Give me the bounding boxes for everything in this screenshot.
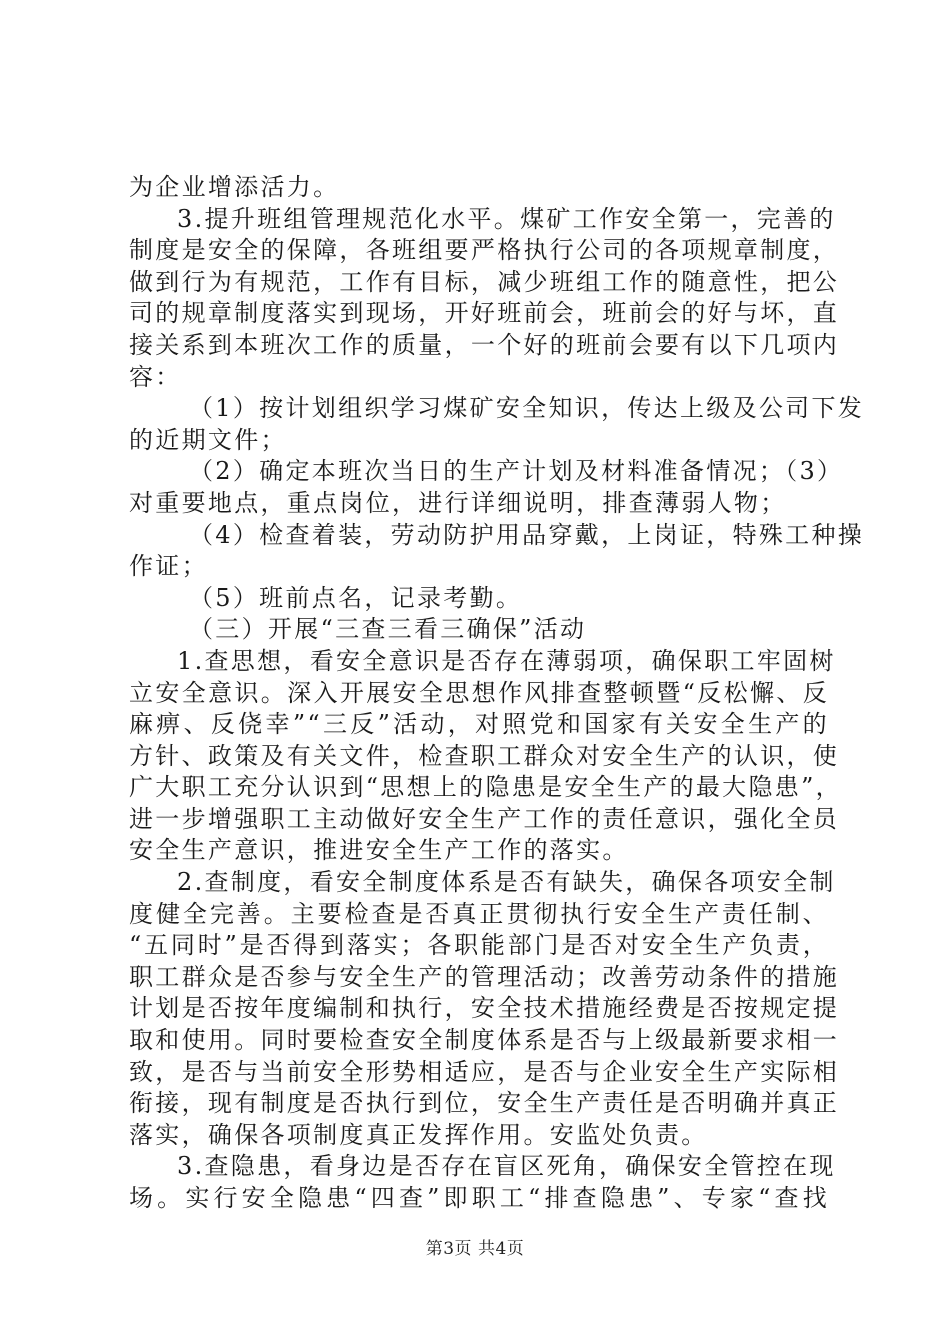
text-line: 衔接，现有制度是否执行到位，安全生产责任是否明确并真正 [129, 1089, 840, 1118]
text-line: （三）开展“三查三看三确保”活动 [189, 615, 587, 644]
text-line: 方针、政策及有关文件，检查职工群众对安全生产的认识，使 [129, 741, 840, 770]
text-line: 落实，确保各项制度真正发挥作用。安监处负责。 [129, 1120, 708, 1149]
text-line: 对重要地点，重点岗位，进行详细说明，排查薄弱人物； [129, 488, 787, 517]
text-line: 度健全完善。主要检查是否真正贯彻执行安全生产责任制、 [129, 899, 829, 928]
text-line: 进一步增强职工主动做好安全生产工作的责任意识，强化全员 [129, 804, 840, 833]
text-line: 容： [129, 362, 182, 391]
text-line: “五同时”是否得到落实；各职能部门是否对安全生产负责， [129, 931, 829, 960]
text-line: （2）确定本班次当日的生产计划及材料准备情况；（3） [189, 457, 844, 486]
document-body [129, 172, 865, 1215]
text-line: 为企业增添活力。 [129, 173, 340, 201]
text-line: 接关系到本班次工作的质量，一个好的班前会要有以下几项内 [129, 330, 840, 359]
text-line: 取和使用。同时要检查安全制度体系是否与上级最新要求相一 [129, 1026, 840, 1055]
text-line: 麻痹、反侥幸”“三反”活动，对照党和国家有关安全生产的 [129, 710, 829, 739]
text-line: （4）检查着装，劳动防护用品穿戴，上岗证，特殊工种操 [189, 520, 865, 549]
text-line: 致，是否与当前安全形势相适应，是否与企业安全生产实际相 [129, 1057, 840, 1086]
text-line: 职工群众是否参与安全生产的管理活动；改善劳动条件的措施 [129, 962, 840, 991]
text-line: 的近期文件； [129, 425, 287, 454]
text-line: 安全生产意识，推进安全生产工作的落实。 [129, 836, 629, 865]
text-line: 立安全意识。深入开展安全思想作风排查整顿暨“反松懈、反 [129, 678, 829, 707]
text-line: 场。实行安全隐患“四查”即职工“排查隐患”、专家“查找 [129, 1184, 829, 1212]
text-line: 广大职工充分认识到“思想上的隐患是安全生产的最大隐患”， [129, 773, 842, 802]
text-line: 计划是否按年度编制和执行，安全技术措施经费是否按规定提 [129, 994, 840, 1023]
text-line: （5）班前点名，记录考勤。 [189, 583, 523, 612]
page-number-label: 第3页 共4页 [425, 1239, 525, 1259]
text-line: 3.提升班组管理规范化水平。煤矿工作安全第一，完善的 [177, 204, 836, 233]
text-line: 作证； [129, 552, 208, 581]
text-line: 做到行为有规范，工作有目标，减少班组工作的随意性，把公 [129, 267, 840, 296]
text-line: 司的规章制度落实到现场，开好班前会，班前会的好与坏，直 [129, 299, 840, 328]
page-footer [0, 1234, 950, 1259]
text-line: （1）按计划组织学习煤矿安全知识，传达上级及公司下发 [189, 394, 865, 423]
text-line: 2.查制度，看安全制度体系是否有缺失，确保各项安全制 [177, 868, 836, 897]
text-line: 1.查思想，看安全意识是否存在薄弱项，确保职工牢固树 [177, 646, 836, 675]
text-line: 3.查隐患，看身边是否存在盲区死角，确保安全管控在现 [177, 1152, 836, 1181]
text-line: 制度是安全的保障，各班组要严格执行公司的各项规章制度， [129, 236, 840, 265]
